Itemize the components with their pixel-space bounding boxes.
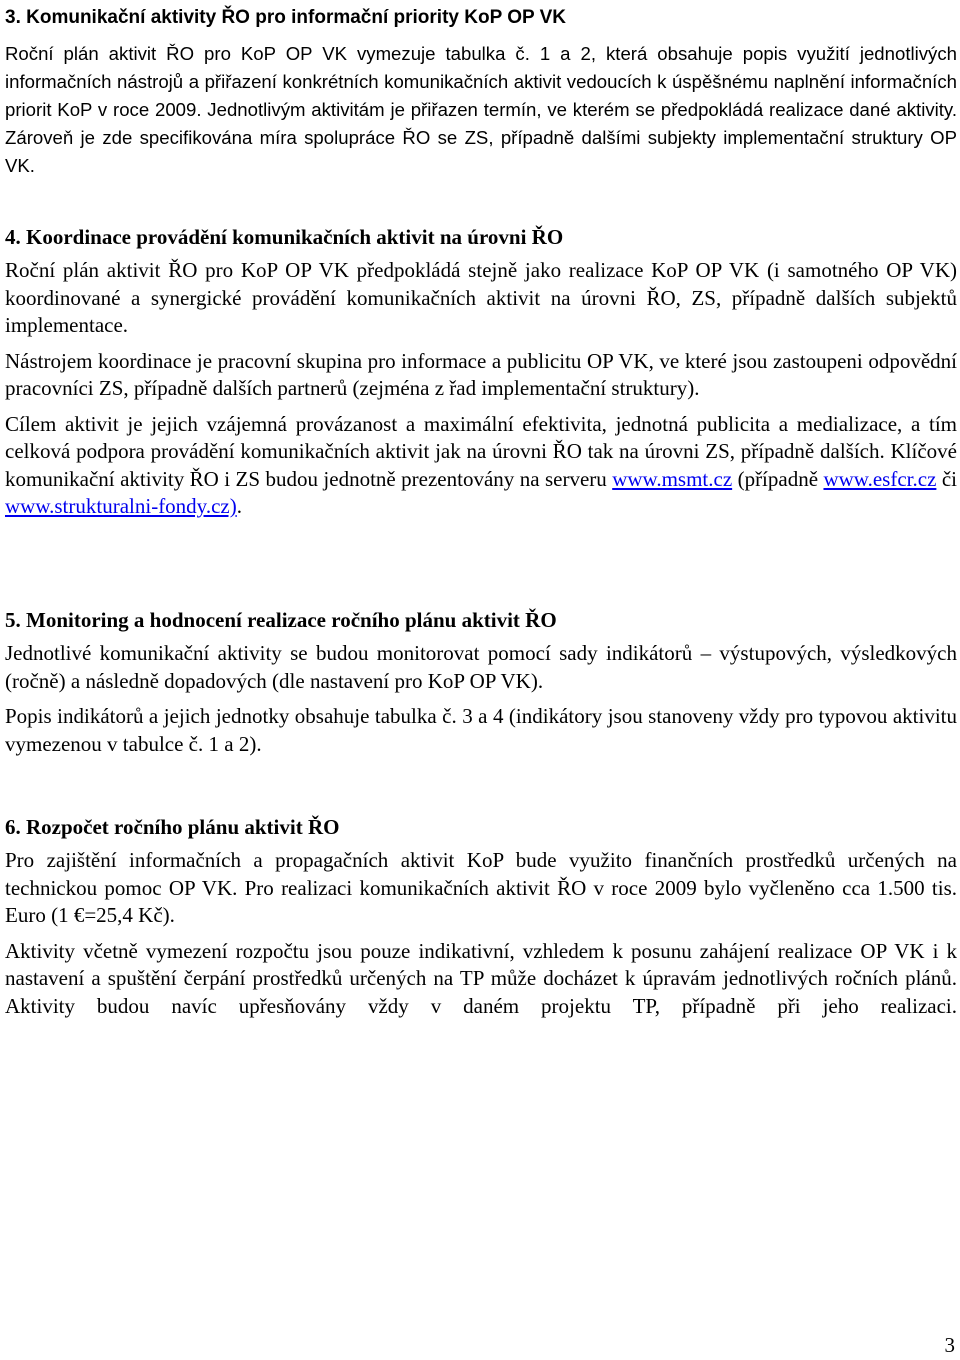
section-3-paragraph: Roční plán aktivit ŘO pro KoP OP VK vymezuje tabulka č. 1 a 2, která obsahuje popis využití jednotlivých informačních nástrojů a přiřazení konkrétních komunikačních aktivit vedoucích k úspěšnému naplnění informačních priorit KoP v roce 2009. Jednotlivým aktivitám je přiřazen termín, ve kterém se předpokládá realizace dané aktivity. Zároveň je zde specifikována míra spolupráce ŘO se ZS, případně dalšími subjekty implementační struktury OP VK. (5, 43, 957, 176)
section-3 (5, 4, 957, 180)
link-strukturalni-fondy[interactable]: www.strukturalni-fondy.cz) (5, 494, 237, 518)
link-msmt[interactable]: www.msmt.cz (612, 466, 733, 491)
section-3-heading: 3. Komunikační aktivity ŘO pro informační priority KoP OP VK (5, 7, 566, 28)
section-6-heading: 6. Rozpočet ročního plánu aktivit ŘO (5, 815, 340, 839)
section-4-paragraph-3-mid-2: či (936, 466, 957, 491)
section-4-paragraph-3 (5, 411, 957, 521)
section-4 (5, 222, 957, 521)
section-6 (5, 812, 957, 1020)
section-4-heading: 4. Koordinace provádění komunikačních aktivit na úrovni ŘO (5, 225, 564, 249)
section-4-paragraph-3-text: Cílem aktivit je jejich vzájemná provázanost a maximální efektivita, jednotná publicita a medializace, a tím celková podpora provádění komunikačních aktivit jak na úrovni ŘO tak na úrovni ZS, případně dalších. Klíčové komunikační aktivity ŘO i ZS budou jednotně prezentovány na serveru (5, 411, 957, 491)
section-4-paragraph-3-end: . (236, 494, 242, 518)
section-5-heading: 5. Monitoring a hodnocení realizace ročního plánu aktivit ŘO (5, 608, 557, 632)
link-esfcr[interactable]: www.esfcr.cz (823, 466, 937, 491)
section-5-paragraph-1: Jednotlivé komunikační aktivity se budou monitorovat pomocí sady indikátorů – výstupových, výsledkových (ročně) a následně dopadových (dle nastavení pro KoP OP VK). (5, 641, 957, 693)
page-number: 3 (944, 1333, 955, 1357)
section-4-paragraph-3-mid-1: (případně (732, 466, 824, 491)
section-5-paragraph-2: Popis indikátorů a jejich jednotky obsahuje tabulka č. 3 a 4 (indikátory jsou stanoveny vždy pro typovou aktivitu vymezenou v tabulce č. 1 a 2). (5, 704, 957, 756)
section-4-paragraph-2: Nástrojem koordinace je pracovní skupina pro informace a publicitu OP VK, ve které jsou zastoupeni odpovědní pracovníci ZS, případně dalších partnerů (zejména z řad implementační struktury). (5, 348, 957, 400)
section-6-paragraph-2: Aktivity včetně vymezení rozpočtu jsou pouze indikativní, vzhledem k posunu zahájení realizace OP VK i k nastavení a spuštění čerpání prostředků určených na TP může docházet k úpravám jednotlivých ročních plánů. Aktivity budou navíc upřesňovány vždy v daném projektu TP, případně při jeho realizaci. (5, 938, 957, 1018)
section-6-paragraph-1: Pro zajištění informačních a propagačních aktivit KoP bude využito finančních prostředků určených na technickou pomoc OP VK. Pro realizaci komunikačních aktivit ŘO v roce 2009 bylo vyčleněno cca 1.500 tis. Euro (1 €=25,4 Kč). (5, 848, 957, 927)
section-5 (5, 605, 957, 758)
section-4-paragraph-1: Roční plán aktivit ŘO pro KoP OP VK předpokládá stejně jako realizace KoP OP VK (i samotného OP VK) koordinované a synergické provádění komunikačních aktivit na úrovni ŘO, ZS, případně dalších subjektů implementace. (5, 258, 957, 337)
